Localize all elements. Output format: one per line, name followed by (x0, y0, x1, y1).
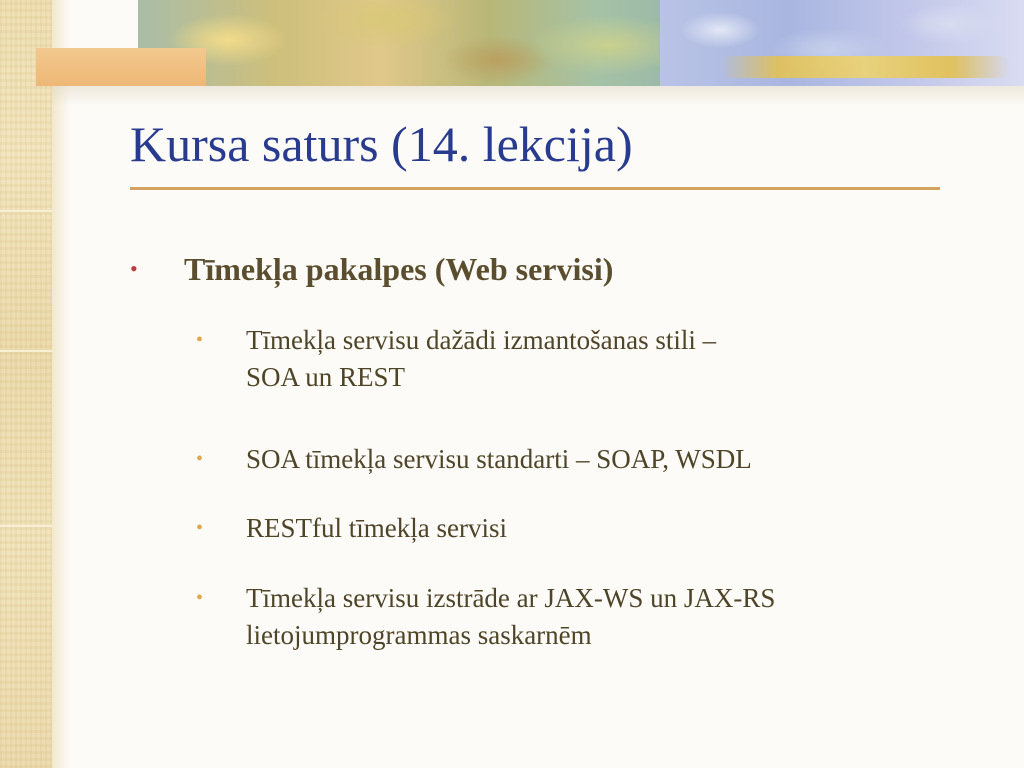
bullet-dot-icon: • (130, 256, 138, 281)
bullet-line: SOA un REST (246, 362, 406, 392)
bullet-level2-text (246, 322, 936, 396)
banner-gold-wheat (720, 56, 1010, 78)
bullet-level2-text (246, 510, 936, 547)
bullet-line: SOA tīmekļa servisu standarti – SOAP, WSDL (246, 444, 752, 474)
banner-orange-block (36, 48, 206, 86)
bullet-dot-icon: • (196, 517, 204, 539)
bullet-dot-icon: • (196, 587, 204, 609)
slide-title: Kursa saturs (14. lekcija) (130, 116, 633, 172)
bullet-level1-text: Tīmekļa pakalpes (Web servisi) (184, 251, 614, 287)
bullet-line: Tīmekļa servisu izstrāde ar JAX-WS un JAX-RS (246, 583, 776, 613)
banner-shadow (52, 86, 1024, 106)
bullet-line: Tīmekļa servisu dažādi izmantošanas stili – (246, 325, 717, 355)
strip-fade (52, 0, 70, 768)
bullet-level2-text (246, 441, 936, 478)
bullet-line: lietojumprogrammas saskarnēm (246, 620, 592, 650)
left-decorative-strip (0, 0, 52, 768)
banner-leaves-image (138, 0, 678, 86)
title-underline (130, 187, 940, 190)
bullet-dot-icon: • (196, 448, 204, 470)
bullet-dot-icon: • (196, 329, 204, 351)
bullet-level2-text (246, 580, 936, 654)
bullet-line: RESTful tīmekļa servisi (246, 513, 507, 543)
